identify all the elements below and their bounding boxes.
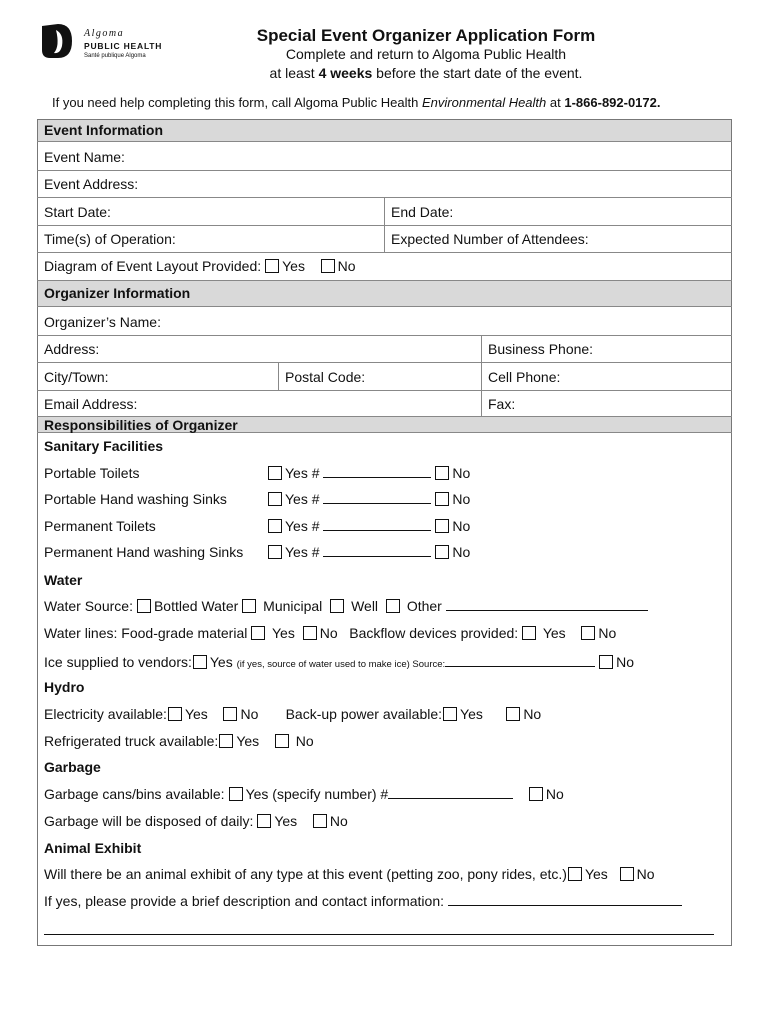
animal-description-row: If yes, please provide a brief description and contact information:: [44, 893, 682, 909]
start-date-field[interactable]: Start Date:: [44, 204, 111, 220]
refrigerated-row: Refrigerated truck available: Yes No: [44, 733, 314, 749]
electricity-no-checkbox[interactable]: [223, 707, 237, 721]
water-source-row: Water Source: Bottled Water Municipal Well Other: [44, 598, 648, 614]
email-field[interactable]: Email Address:: [44, 396, 138, 412]
no-checkbox[interactable]: [435, 545, 449, 559]
water-heading: Water: [44, 572, 83, 588]
quantity-line[interactable]: [323, 518, 431, 531]
refrigerated-yes-checkbox[interactable]: [219, 734, 233, 748]
diagram-no-checkbox[interactable]: [321, 259, 335, 273]
event-section-heading: Event Information: [44, 122, 164, 138]
sanitary-row-permanent-toilets-options: Yes # No: [264, 518, 470, 534]
form-deadline: at least 4 weeks before the start date of the event.: [269, 65, 583, 81]
cans-yes-checkbox[interactable]: [229, 787, 243, 801]
hydro-heading: Hydro: [44, 679, 85, 695]
form-subtitle: Complete and return to Algoma Public Health: [285, 46, 567, 62]
postal-code-field[interactable]: Postal Code:: [285, 369, 366, 385]
organizer-section-heading: Organizer Information: [44, 285, 191, 301]
electricity-yes-checkbox[interactable]: [168, 707, 182, 721]
yes-checkbox[interactable]: [268, 545, 282, 559]
municipal-checkbox[interactable]: [242, 599, 256, 613]
bottled-water-checkbox[interactable]: [137, 599, 151, 613]
garbage-heading: Garbage: [44, 759, 101, 775]
logo-name: PUBLIC HEALTH: [84, 41, 163, 51]
sanitary-row-permanent-sinks: Permanent Hand washing Sinks: [44, 544, 244, 560]
ice-row: Ice supplied to vendors: Yes (if yes, source of water used to make ice) Source: No: [44, 654, 635, 670]
operation-times-field[interactable]: Time(s) of Operation:: [44, 231, 176, 247]
logo-wordmark: Algoma: [84, 28, 125, 39]
animal-heading: Animal Exhibit: [44, 840, 142, 856]
animal-no-checkbox[interactable]: [620, 867, 634, 881]
yes-checkbox[interactable]: [268, 519, 282, 533]
disposal-yes-checkbox[interactable]: [257, 814, 271, 828]
attendees-field[interactable]: Expected Number of Attendees:: [391, 231, 589, 247]
city-field[interactable]: City/Town:: [44, 369, 109, 385]
business-phone-field[interactable]: Business Phone:: [488, 341, 594, 357]
backup-yes-checkbox[interactable]: [443, 707, 457, 721]
diagram-yes-checkbox[interactable]: [265, 259, 279, 273]
animal-yes-checkbox[interactable]: [568, 867, 582, 881]
no-checkbox[interactable]: [435, 492, 449, 506]
sanitary-row-portable-sinks: Portable Hand washing Sinks: [44, 491, 227, 507]
quantity-line[interactable]: [323, 544, 431, 557]
animal-description-extra-line[interactable]: [44, 934, 714, 935]
fax-field[interactable]: Fax:: [488, 396, 516, 412]
end-date-field[interactable]: End Date:: [391, 204, 454, 220]
event-name-field[interactable]: Event Name:: [44, 149, 125, 165]
backflow-yes-checkbox[interactable]: [522, 626, 536, 640]
backflow-no-checkbox[interactable]: [581, 626, 595, 640]
sanitary-row-permanent-sinks-options: Yes # No: [264, 544, 470, 560]
ice-yes-checkbox[interactable]: [193, 655, 207, 669]
garbage-disposal-row: Garbage will be disposed of daily: Yes No: [44, 813, 348, 829]
sanitary-row-portable-sinks-options: Yes # No: [264, 491, 470, 507]
no-checkbox[interactable]: [435, 519, 449, 533]
garbage-cans-row: Garbage cans/bins available: Yes (specify number) # No: [44, 786, 564, 802]
cans-no-checkbox[interactable]: [529, 787, 543, 801]
organizer-name-field[interactable]: Organizer’s Name:: [44, 314, 161, 330]
water-lines-row: Water lines: Food-grade material Yes No Backflow devices provided: Yes No: [44, 625, 617, 641]
yes-checkbox[interactable]: [268, 492, 282, 506]
sanitary-row-permanent-toilets: Permanent Toilets: [44, 518, 156, 534]
help-line: If you need help completing this form, call Algoma Public Health Environmental Health at 1-866-892-0172.: [52, 95, 661, 110]
food-grade-yes-checkbox[interactable]: [251, 626, 265, 640]
sanitary-row-portable-toilets: Portable Toilets: [44, 465, 140, 481]
logo-french-name: Santé publique Algoma: [84, 53, 146, 59]
well-checkbox[interactable]: [330, 599, 344, 613]
disposal-no-checkbox[interactable]: [313, 814, 327, 828]
organizer-address-field[interactable]: Address:: [44, 341, 100, 357]
quantity-line[interactable]: [323, 491, 431, 504]
animal-exhibit-row: Will there be an animal exhibit of any type at this event (petting zoo, pony rides, etc.) Yes No: [44, 866, 655, 882]
diagram-provided-row: Diagram of Event Layout Provided: Yes No: [44, 258, 356, 274]
responsibilities-section-heading: Responsibilities of Organizer: [44, 417, 238, 433]
other-checkbox[interactable]: [386, 599, 400, 613]
cell-phone-field[interactable]: Cell Phone:: [488, 369, 561, 385]
other-source-line[interactable]: [446, 598, 648, 611]
food-grade-no-checkbox[interactable]: [303, 626, 317, 640]
refrigerated-no-checkbox[interactable]: [275, 734, 289, 748]
sanitary-heading: Sanitary Facilities: [44, 438, 164, 454]
no-checkbox[interactable]: [435, 466, 449, 480]
yes-checkbox[interactable]: [268, 466, 282, 480]
help-phone: 1-866-892-0172.: [564, 95, 661, 110]
event-address-field[interactable]: Event Address:: [44, 176, 139, 192]
ice-source-line[interactable]: [445, 657, 595, 667]
sanitary-row-portable-toilets-options: Yes # No: [264, 465, 470, 481]
cans-number-line[interactable]: [388, 786, 513, 799]
electricity-row: Electricity available: Yes No Back-up power available: Yes No: [44, 706, 542, 722]
form-title: Special Event Organizer Application Form: [256, 26, 596, 45]
backup-no-checkbox[interactable]: [506, 707, 520, 721]
ice-no-checkbox[interactable]: [599, 655, 613, 669]
quantity-line[interactable]: [323, 465, 431, 478]
animal-description-line[interactable]: [448, 893, 682, 906]
